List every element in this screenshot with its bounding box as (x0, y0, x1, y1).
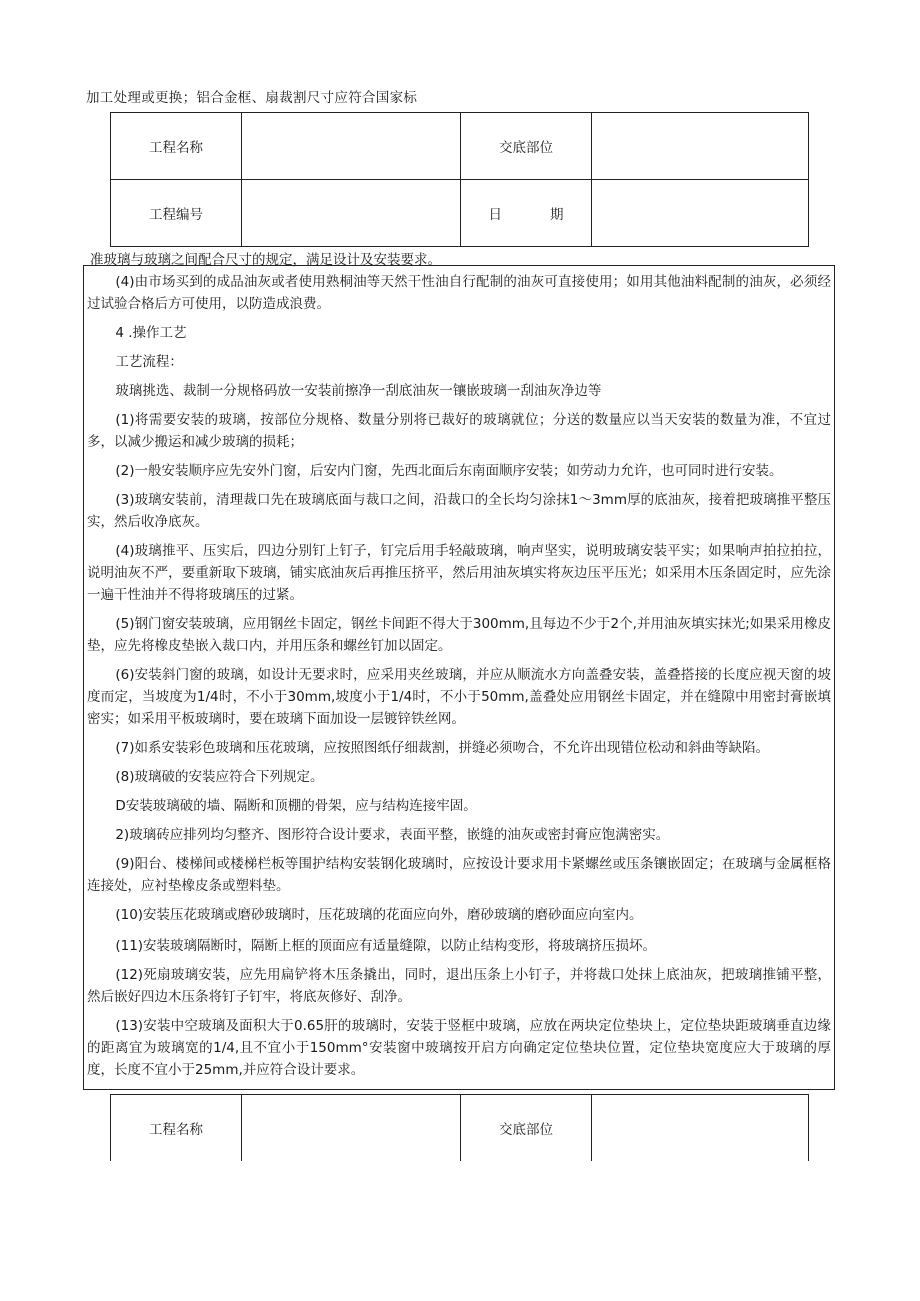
paragraph: (9)阳台、楼梯间或楼梯栏板等围护结构安装钢化玻璃时，应按设计要求用卡紧螺丝或压条镶嵌固定；在玻璃与金属框格连接处，应衬垫橡皮条或塑料垫。 (87, 856, 831, 894)
disclosure-location-value (592, 113, 809, 180)
table-row (111, 180, 809, 247)
paragraph: (1)将需要安装的玻璃，按部位分规格、数量分别将已裁好的玻璃就位；分送的数量应以当天安装的数量为准，不宜过多，以减少搬运和减少玻璃的损耗； (87, 412, 831, 450)
paragraph: (6)安装斜门窗的玻璃，如设计无要求时，应采用夹丝玻璃，并应从顺流水方向盖叠安装，盖叠搭接的长度应视天窗的坡度而定，当坡度为1/4时，不小于30mm,坡度小于1/4时，不小于50mm,盖叠处应用钢丝卡固定，并在缝隙中用密封膏嵌填密实；如采用平板玻璃时，要在玻璃下面加设一层镀锌铁丝网。 (87, 667, 831, 727)
disclosure-location-label: 交底部位 (461, 1095, 592, 1162)
paragraph: (12)死扇玻璃安装，应先用扁铲将木压条撬出，同时，退出压条上小钉子，并将裁口处抹上底油灰，把玻璃推铺平整，然后嵌好四边木压条将钉子钉牢，将底灰修好、刮净。 (87, 967, 831, 1005)
project-name-label: 工程名称 (111, 1095, 242, 1162)
project-number-value (242, 180, 461, 247)
date-value (592, 180, 809, 247)
date-label-char-1: 日 (488, 207, 502, 223)
paragraph: (4)玻璃推平、压实后，四边分别钉上钉子，钉完后用手轻敲玻璃，响声坚实，说明玻璃安装平实；如果响声拍拉拍拉，说明油灰不严，要重新取下玻璃，铺实底油灰后再推压挤平，然后用油灰填实将灰边压平压光；如采用木压条固定时，应先涂一遍干性油并不得将玻璃压的过紧。 (87, 543, 831, 603)
header-table-2 (110, 1094, 809, 1161)
date-label-char-2: 期 (550, 207, 564, 223)
table-row (111, 1095, 809, 1162)
paragraph: 2)玻璃砖应排列均匀整齐、图形符合设计要求，表面平整，嵌缝的油灰或密封膏应饱满密实。 (115, 827, 670, 843)
table-row (111, 113, 809, 180)
project-name-label: 工程名称 (111, 113, 242, 180)
paragraph: (4)由市场买到的成品油灰或者使用熟桐油等天然干性油自行配制的油灰可直接使用；如用其他油料配制的油灰，必须经过试验合格后方可使用，以防造成浪费。 (87, 274, 831, 312)
paragraph: (7)如系安装彩色玻璃和压花玻璃，应按照图纸仔细裁割，拼缝必须吻合，不允许出现错位松动和斜曲等缺陷。 (115, 740, 769, 756)
project-name-value (242, 113, 461, 180)
disclosure-location-value (592, 1095, 809, 1162)
section-heading: 4 .操作工艺 (115, 325, 187, 341)
paragraph: (11)安装玻璃隔断时，隔断上框的顶面应有适量缝隙，以防止结构变形，将玻璃挤压损坏。 (115, 938, 657, 954)
paragraph: 玻璃挑选、裁制一分规格码放一安装前擦净一刮底油灰一镶嵌玻璃一刮油灰净边等 (115, 383, 602, 399)
project-name-value (242, 1095, 461, 1162)
top-line-text: 加工处理或更换；铝合金框、扇裁割尺寸应符合国家标 (86, 90, 418, 106)
content-box (83, 265, 835, 1090)
paragraph: (13)安装中空玻璃及面积大于0.65肝的玻璃时，安装于竖框中玻璃，应放在两块定位垫块上，定位垫块距玻璃垂直边缘的距离宜为玻璃宽的1/4,且不宜小于150mm°安装窗中玻璃按开启方向确定定位垫块位置，定位垫块宽度应大于玻璃的厚度，长度不宜小于25mm,并应符合设计要求。 (87, 1018, 831, 1078)
paragraph: (2)一般安装顺序应先安外门窗，后安内门窗，先西北面后东南面顺序安装；如劳动力允许，也可同时进行安装。 (115, 463, 783, 479)
project-number-label: 工程编号 (111, 180, 242, 247)
header-table-1 (110, 112, 809, 247)
paragraph: (5)钢门窗安装玻璃，应用钢丝卡固定，钢丝卡间距不得大于300mm,且每边不少于2个,并用油灰填实抹光;如果采用橡皮垫，应先将橡皮垫嵌入裁口内，并用压条和螺丝钉加以固定。 (87, 616, 831, 654)
paragraph: D安装玻璃破的墙、隔断和顶棚的骨架，应与结构连接牢固。 (115, 798, 477, 814)
note-line-text: 准玻璃与玻璃之间配合尺寸的规定，满足设计及安装要求。 (90, 252, 441, 268)
disclosure-location-label: 交底部位 (461, 113, 592, 180)
paragraph: (3)玻璃安装前，清理裁口先在玻璃底面与裁口之间，沿裁口的全长均匀涂抹1～3mm厚的底油灰，接着把玻璃推平整压实，然后收净底灰。 (87, 492, 831, 530)
paragraph: (10)安装压花玻璃或磨砂玻璃时，压花玻璃的花面应向外，磨砂玻璃的磨砂面应向室内。 (115, 907, 643, 923)
paragraph: (8)玻璃破的安装应符合下列规定。 (115, 769, 324, 785)
paragraph: 工艺流程： (115, 354, 183, 370)
date-label (461, 180, 592, 247)
